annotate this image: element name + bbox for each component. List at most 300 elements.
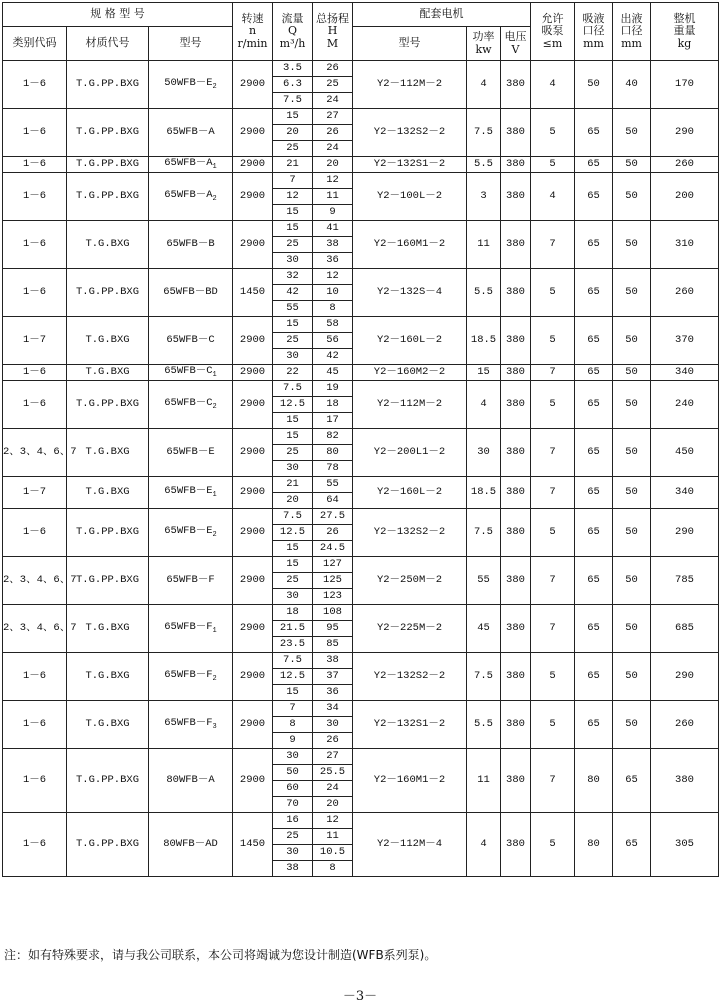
- flow-cell: 30: [273, 461, 313, 477]
- voltage-label: 电压: [504, 30, 527, 44]
- motor-model-cell: Y2－132S1－2: [353, 701, 467, 749]
- speed-cell: 2900: [233, 509, 273, 557]
- flow-cell: 18: [273, 605, 313, 621]
- flow-cell: 16: [273, 813, 313, 829]
- speed-cell: 2900: [233, 701, 273, 749]
- outlet-diameter-cell: 50: [613, 381, 651, 429]
- model-cell: [149, 317, 233, 365]
- voltage-cell: 380: [501, 701, 531, 749]
- speed-header: [233, 3, 273, 61]
- head-cell: 85: [313, 637, 353, 653]
- motor-model-cell: Y2－160L－2: [353, 477, 467, 509]
- suction-lift-cell: 7: [531, 365, 575, 381]
- model-base: 65WFB－F: [164, 716, 213, 729]
- model-subscript: 1: [212, 626, 217, 635]
- weight-cell: 290: [651, 109, 719, 157]
- weight-cell: 340: [651, 477, 719, 509]
- outlet-diameter-cell: 50: [613, 429, 651, 477]
- material-code-cell: T.G.BXG: [67, 365, 149, 381]
- weight-cell: 240: [651, 381, 719, 429]
- table-row: [3, 269, 719, 285]
- head-cell: 26: [313, 125, 353, 141]
- flow-cell: 30: [273, 253, 313, 269]
- voltage-cell: 380: [501, 269, 531, 317]
- category-code-cell: 2、3、4、6、7: [3, 557, 67, 605]
- flow-cell: 15: [273, 109, 313, 125]
- model-base: 65WFB－C: [164, 364, 213, 377]
- power-cell: 7.5: [467, 509, 501, 557]
- voltage-unit: V: [511, 42, 520, 56]
- head-cell: 37: [313, 669, 353, 685]
- inlet-diameter-cell: 65: [575, 605, 613, 653]
- weight-cell: 380: [651, 749, 719, 813]
- motor-model-cell: Y2－132S2－2: [353, 653, 467, 701]
- voltage-cell: 380: [501, 477, 531, 509]
- model-cell: [149, 61, 233, 109]
- model-subscript: 2: [212, 402, 217, 411]
- voltage-cell: 380: [501, 221, 531, 269]
- suction-lift-header: [531, 3, 575, 61]
- head-cell: 27: [313, 109, 353, 125]
- flow-cell: 15: [273, 317, 313, 333]
- flow-cell: 7.5: [273, 381, 313, 397]
- model-subscript: 1: [212, 370, 217, 379]
- power-cell: 4: [467, 381, 501, 429]
- model-cell: [149, 109, 233, 157]
- head-cell: 45: [313, 365, 353, 381]
- table-row: [3, 109, 719, 125]
- weight-cell: 290: [651, 653, 719, 701]
- material-code-cell: T.G.PP.BXG: [67, 509, 149, 557]
- speed-cell: 2900: [233, 381, 273, 429]
- suction-lift-cell: 7: [531, 605, 575, 653]
- head-cell: 17: [313, 413, 353, 429]
- flow-cell: 25: [273, 445, 313, 461]
- flow-cell: 25: [273, 333, 313, 349]
- outlet-diameter-cell: 50: [613, 653, 651, 701]
- outlet-label-1: 出液: [620, 12, 643, 26]
- category-code-cell: 1－7: [3, 477, 67, 509]
- power-cell: 4: [467, 813, 501, 877]
- flow-cell: 7.5: [273, 653, 313, 669]
- motor-model-cell: Y2－112M－2: [353, 381, 467, 429]
- speed-cell: 2900: [233, 557, 273, 605]
- inlet-diameter-cell: 65: [575, 701, 613, 749]
- material-code-cell: T.G.PP.BXG: [67, 157, 149, 173]
- flow-cell: 60: [273, 781, 313, 797]
- outlet-header: [613, 3, 651, 61]
- inlet-diameter-cell: 65: [575, 365, 613, 381]
- flow-cell: 20: [273, 493, 313, 509]
- motor-model-cell: Y2－132S2－2: [353, 109, 467, 157]
- voltage-header: [501, 27, 531, 61]
- inlet-diameter-cell: 65: [575, 173, 613, 221]
- model-cell: [149, 269, 233, 317]
- material-code-cell: T.G.PP.BXG: [67, 109, 149, 157]
- speed-cell: 2900: [233, 605, 273, 653]
- power-cell: 5.5: [467, 269, 501, 317]
- head-cell: 10.5: [313, 845, 353, 861]
- flow-cell: 6.3: [273, 77, 313, 93]
- head-cell: 82: [313, 429, 353, 445]
- power-cell: 55: [467, 557, 501, 605]
- flow-cell: 32: [273, 269, 313, 285]
- model-cell: [149, 701, 233, 749]
- table-row: [3, 605, 719, 621]
- flow-cell: 7: [273, 701, 313, 717]
- model-subscript: 1: [212, 490, 217, 499]
- voltage-cell: 380: [501, 381, 531, 429]
- power-cell: 18.5: [467, 317, 501, 365]
- outlet-diameter-cell: 50: [613, 269, 651, 317]
- model-cell: [149, 749, 233, 813]
- model-base: 65WFB－C: [164, 396, 213, 409]
- material-code-cell: T.G.PP.BXG: [67, 173, 149, 221]
- power-cell: 15: [467, 365, 501, 381]
- inlet-diameter-cell: 80: [575, 749, 613, 813]
- head-cell: 42: [313, 349, 353, 365]
- voltage-cell: 380: [501, 429, 531, 477]
- model-subscript: 2: [212, 674, 217, 683]
- material-code-cell: T.G.PP.BXG: [67, 749, 149, 813]
- page-number: －3－: [342, 989, 378, 1004]
- flow-label: 流量: [281, 12, 304, 26]
- speed-cell: 2900: [233, 157, 273, 173]
- outlet-diameter-cell: 50: [613, 317, 651, 365]
- head-cell: 34: [313, 701, 353, 717]
- voltage-cell: 380: [501, 61, 531, 109]
- outlet-diameter-cell: 50: [613, 477, 651, 509]
- head-cell: 36: [313, 253, 353, 269]
- weight-cell: 305: [651, 813, 719, 877]
- model-cell: [149, 429, 233, 477]
- outlet-diameter-cell: 50: [613, 173, 651, 221]
- material-code-cell: T.G.PP.BXG: [67, 813, 149, 877]
- head-cell: 27.5: [313, 509, 353, 525]
- head-cell: 80: [313, 445, 353, 461]
- outlet-diameter-cell: 50: [613, 157, 651, 173]
- weight-cell: 170: [651, 61, 719, 109]
- model-base: 65WFB－C: [166, 333, 215, 346]
- flow-cell: 20: [273, 125, 313, 141]
- suction-lift-cell: 4: [531, 173, 575, 221]
- flow-cell: 7.5: [273, 509, 313, 525]
- category-code-cell: 1－6: [3, 813, 67, 877]
- model-base: 65WFB－E: [164, 484, 213, 497]
- flow-cell: 12.5: [273, 397, 313, 413]
- inlet-diameter-cell: 80: [575, 813, 613, 877]
- category-code-cell: 1－6: [3, 701, 67, 749]
- table-row: [3, 381, 719, 397]
- weight-cell: 370: [651, 317, 719, 365]
- head-cell: 55: [313, 477, 353, 493]
- category-code-cell: 1－6: [3, 269, 67, 317]
- weight-cell: 200: [651, 173, 719, 221]
- weight-cell: 310: [651, 221, 719, 269]
- flow-cell: 55: [273, 301, 313, 317]
- outlet-diameter-cell: 50: [613, 221, 651, 269]
- head-cell: 9: [313, 205, 353, 221]
- motor-model-cell: Y2－160M1－2: [353, 221, 467, 269]
- model-base: 65WFB－F: [164, 620, 213, 633]
- inlet-diameter-cell: 65: [575, 109, 613, 157]
- suction-lift-cell: 4: [531, 61, 575, 109]
- head-cell: 58: [313, 317, 353, 333]
- head-cell: 24.5: [313, 541, 353, 557]
- weight-cell: 290: [651, 509, 719, 557]
- outlet-diameter-cell: 50: [613, 509, 651, 557]
- inlet-diameter-cell: 65: [575, 477, 613, 509]
- model-base: 50WFB－E: [164, 76, 213, 89]
- flow-cell: 7.5: [273, 93, 313, 109]
- flow-cell: 15: [273, 221, 313, 237]
- head-cell: 123: [313, 589, 353, 605]
- model-cell: [149, 557, 233, 605]
- table-row: [3, 317, 719, 333]
- model-cell: [149, 605, 233, 653]
- voltage-cell: 380: [501, 813, 531, 877]
- flow-cell: 50: [273, 765, 313, 781]
- model-cell: [149, 157, 233, 173]
- category-code-cell: 1－6: [3, 109, 67, 157]
- head-cell: 30: [313, 717, 353, 733]
- power-cell: 5.5: [467, 701, 501, 749]
- material-code-cell: T.G.BXG: [67, 221, 149, 269]
- power-cell: 4: [467, 61, 501, 109]
- inlet-diameter-cell: 65: [575, 269, 613, 317]
- category-code-cell: 1－6: [3, 653, 67, 701]
- suction-lift-label-1: 允许: [541, 12, 564, 26]
- model-header: 型号: [149, 27, 233, 61]
- category-code-cell: 1－6: [3, 221, 67, 269]
- head-cell: 19: [313, 381, 353, 397]
- speed-cell: 2900: [233, 109, 273, 157]
- material-code-cell: T.G.BXG: [67, 477, 149, 509]
- flow-cell: 15: [273, 413, 313, 429]
- head-symbol: H: [327, 24, 338, 38]
- weight-label-2: 重量: [673, 24, 696, 38]
- inlet-diameter-cell: 65: [575, 317, 613, 365]
- suction-lift-cell: 5: [531, 157, 575, 173]
- speed-cell: 2900: [233, 317, 273, 365]
- table-row: [3, 365, 719, 381]
- outlet-diameter-cell: 50: [613, 365, 651, 381]
- power-cell: 18.5: [467, 477, 501, 509]
- flow-cell: 30: [273, 589, 313, 605]
- motor-model-cell: Y2－132S2－2: [353, 509, 467, 557]
- head-cell: 24: [313, 781, 353, 797]
- model-cell: [149, 509, 233, 557]
- weight-cell: 260: [651, 701, 719, 749]
- head-cell: 27: [313, 749, 353, 765]
- head-cell: 64: [313, 493, 353, 509]
- model-base: 65WFB－A: [164, 156, 213, 169]
- flow-cell: 15: [273, 205, 313, 221]
- suction-lift-unit: ≤m: [542, 36, 563, 50]
- model-subscript: 2: [212, 82, 217, 91]
- category-code-cell: 1－6: [3, 61, 67, 109]
- model-cell: [149, 173, 233, 221]
- power-cell: 11: [467, 749, 501, 813]
- flow-cell: 30: [273, 845, 313, 861]
- category-code-header: 类别代码: [3, 27, 67, 61]
- suction-lift-cell: 7: [531, 557, 575, 605]
- table-row: [3, 173, 719, 189]
- flow-cell: 15: [273, 429, 313, 445]
- material-code-cell: T.G.BXG: [67, 317, 149, 365]
- speed-symbol: n: [248, 24, 257, 38]
- category-code-cell: 1－6: [3, 381, 67, 429]
- suction-lift-cell: 7: [531, 749, 575, 813]
- head-cell: 10: [313, 285, 353, 301]
- model-cell: [149, 365, 233, 381]
- flow-cell: 23.5: [273, 637, 313, 653]
- voltage-cell: 380: [501, 749, 531, 813]
- motor-model-cell: Y2－160M2－2: [353, 365, 467, 381]
- model-subscript: 3: [212, 722, 217, 731]
- head-cell: 26: [313, 733, 353, 749]
- speed-unit: r/min: [237, 36, 268, 50]
- weight-cell: 450: [651, 429, 719, 477]
- motor-model-cell: Y2－132S－4: [353, 269, 467, 317]
- model-base: 65WFB－A: [164, 188, 213, 201]
- head-cell: 36: [313, 685, 353, 701]
- table-row: [3, 749, 719, 765]
- head-cell: 38: [313, 653, 353, 669]
- head-cell: 18: [313, 397, 353, 413]
- voltage-cell: 380: [501, 605, 531, 653]
- flow-cell: 25: [273, 573, 313, 589]
- weight-cell: 260: [651, 157, 719, 173]
- voltage-cell: 380: [501, 653, 531, 701]
- footnote: 注：如有特殊要求，请与我公司联系，本公司将竭诚为您设计制造(WFB系列泵)。: [4, 948, 437, 962]
- flow-cell: 70: [273, 797, 313, 813]
- head-cell: 11: [313, 829, 353, 845]
- speed-cell: 2900: [233, 61, 273, 109]
- motor-model-cell: Y2－200L1－2: [353, 429, 467, 477]
- material-code-cell: T.G.BXG: [67, 653, 149, 701]
- model-cell: [149, 381, 233, 429]
- outlet-diameter-cell: 50: [613, 605, 651, 653]
- power-cell: 5.5: [467, 157, 501, 173]
- head-label: 总扬程: [316, 12, 349, 26]
- spec-group-header: 规 格 型 号: [3, 3, 233, 27]
- pump-spec-table: [2, 2, 719, 877]
- suction-lift-cell: 5: [531, 509, 575, 557]
- outlet-diameter-cell: 40: [613, 61, 651, 109]
- model-base: 80WFB－AD: [163, 837, 218, 850]
- suction-lift-cell: 5: [531, 269, 575, 317]
- material-code-cell: T.G.PP.BXG: [67, 381, 149, 429]
- flow-unit: m³/h: [279, 36, 306, 50]
- weight-cell: 260: [651, 269, 719, 317]
- speed-cell: 1450: [233, 269, 273, 317]
- model-cell: [149, 813, 233, 877]
- material-code-cell: T.G.PP.BXG: [67, 61, 149, 109]
- motor-model-cell: Y2－100L－2: [353, 173, 467, 221]
- suction-lift-cell: 5: [531, 381, 575, 429]
- model-base: 65WFB－B: [166, 237, 215, 250]
- power-cell: 11: [467, 221, 501, 269]
- weight-unit: kg: [677, 36, 692, 50]
- category-code-cell: 1－6: [3, 365, 67, 381]
- motor-model-cell: Y2－160L－2: [353, 317, 467, 365]
- head-cell: 41: [313, 221, 353, 237]
- category-code-cell: 2、3、4、6、7: [3, 429, 67, 477]
- model-base: 65WFB－E: [166, 445, 215, 458]
- voltage-cell: 380: [501, 509, 531, 557]
- head-cell: 25.5: [313, 765, 353, 781]
- model-base: 65WFB－E: [164, 524, 213, 537]
- weight-cell: 340: [651, 365, 719, 381]
- model-cell: [149, 221, 233, 269]
- weight-cell: 785: [651, 557, 719, 605]
- head-cell: 20: [313, 157, 353, 173]
- inlet-diameter-cell: 50: [575, 61, 613, 109]
- table-row: [3, 557, 719, 573]
- speed-cell: 2900: [233, 749, 273, 813]
- inlet-diameter-cell: 65: [575, 429, 613, 477]
- inlet-label-2: 口径: [582, 24, 605, 38]
- motor-group-header: 配套电机: [353, 3, 531, 27]
- outlet-diameter-cell: 50: [613, 557, 651, 605]
- power-cell: 3: [467, 173, 501, 221]
- power-label: 功率: [472, 30, 495, 44]
- speed-cell: 2900: [233, 429, 273, 477]
- suction-lift-cell: 5: [531, 653, 575, 701]
- power-unit: kw: [475, 42, 492, 56]
- head-cell: 20: [313, 797, 353, 813]
- head-cell: 38: [313, 237, 353, 253]
- motor-model-cell: Y2－112M－2: [353, 61, 467, 109]
- model-base: 65WFB－F: [164, 668, 213, 681]
- motor-model-cell: Y2－250M－2: [353, 557, 467, 605]
- flow-cell: 21: [273, 477, 313, 493]
- head-cell: 125: [313, 573, 353, 589]
- category-code-cell: 1－6: [3, 173, 67, 221]
- head-cell: 26: [313, 61, 353, 77]
- flow-cell: 9: [273, 733, 313, 749]
- inlet-diameter-cell: 65: [575, 221, 613, 269]
- motor-model-header: 型号: [353, 27, 467, 61]
- table-row: [3, 813, 719, 829]
- model-subscript: 2: [212, 194, 217, 203]
- suction-lift-cell: 7: [531, 429, 575, 477]
- speed-cell: 2900: [233, 221, 273, 269]
- head-cell: 12: [313, 173, 353, 189]
- speed-cell: 2900: [233, 477, 273, 509]
- table-row: [3, 221, 719, 237]
- power-cell: 45: [467, 605, 501, 653]
- table-row: [3, 509, 719, 525]
- weight-label-1: 整机: [673, 12, 696, 26]
- power-cell: 7.5: [467, 109, 501, 157]
- flow-cell: 8: [273, 717, 313, 733]
- flow-cell: 30: [273, 749, 313, 765]
- flow-cell: 15: [273, 541, 313, 557]
- suction-lift-cell: 5: [531, 317, 575, 365]
- head-cell: 24: [313, 93, 353, 109]
- head-header: [313, 3, 353, 61]
- category-code-cell: 2、3、4、6、7: [3, 605, 67, 653]
- flow-cell: 15: [273, 685, 313, 701]
- voltage-cell: 380: [501, 173, 531, 221]
- head-cell: 8: [313, 861, 353, 877]
- model-cell: [149, 477, 233, 509]
- table-row: [3, 61, 719, 77]
- material-code-header: 材质代号: [67, 27, 149, 61]
- model-base: 65WFB－F: [166, 573, 215, 586]
